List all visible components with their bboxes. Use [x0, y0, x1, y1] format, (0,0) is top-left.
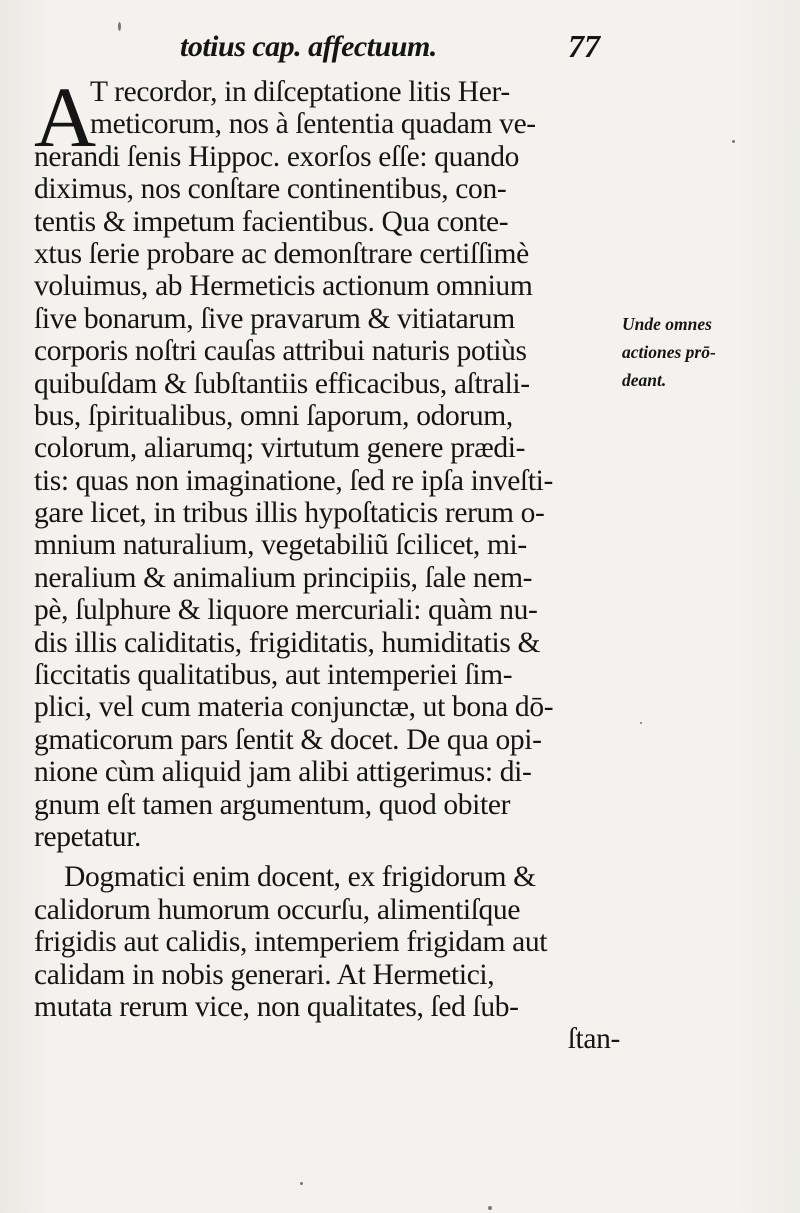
text-line: diximus, nos conſtare continentibus, con-	[34, 173, 507, 206]
marginal-note	[622, 310, 792, 394]
text-line: Dogmatici enim docent, ex frigidorum &	[64, 861, 536, 894]
text-line: calidam in nobis generari. At Hermetici,	[34, 958, 495, 991]
paper-speck	[118, 22, 121, 31]
text-line: frigidis aut calidis, intemperiem frigidam aut	[34, 926, 548, 959]
text-line: mutata rerum vice, non qualitates, ſed ſub-	[34, 990, 519, 1023]
text-line: gmaticorum pars ſentit & docet. De qua opi-	[34, 723, 542, 756]
marginal-note-line: deant.	[622, 370, 667, 390]
text-line: meticorum, nos à ſententia quadam ve-	[90, 108, 536, 141]
text-line: corporis noſtri cauſas attribui naturis potiùs	[34, 335, 527, 368]
main-text	[34, 69, 620, 1056]
text-line: plici, vel cum materia conjunctæ, ut bona dō-	[34, 691, 554, 724]
text-line: pè, ſulphure & liquore mercuriali: quàm nu-	[34, 594, 538, 627]
running-title: totius cap. affectuum.	[180, 30, 437, 63]
text-line: mnium naturalium, vegetabiliũ ſcilicet, mi-	[34, 529, 527, 562]
text-line: ſiccitatis qualitatibus, aut intemperiei ſim-	[34, 659, 513, 692]
text-line: calidorum humorum occurſu, alimentiſque	[34, 893, 521, 926]
marginal-note-line: actiones prō-	[622, 342, 716, 362]
text-line: nerandi ſenis Hippoc. exorſos eſſe: quando	[34, 140, 520, 173]
paper-speck	[732, 140, 735, 143]
marginal-note-line: Unde omnes	[622, 314, 712, 334]
text-line: ſive bonarum, ſive pravarum & vitiatarum	[34, 302, 515, 335]
text-line: gnum eſt tamen argumentum, quod obiter	[34, 788, 511, 821]
text-line: tentis & impetum facientibus. Qua conte-	[34, 205, 509, 238]
page-number: 77	[568, 28, 600, 64]
text-line: bus, ſpiritualibus, omni ſaporum, odorum,	[34, 399, 513, 432]
text-line: T recordor, in diſceptatione litis Her-	[90, 76, 510, 108]
text-line: voluimus, ab Hermeticis actionum omnium	[34, 270, 533, 303]
text-line: tis: quas non imaginatione, ſed re ipſa inveſti-	[34, 464, 553, 497]
text-line: colorum, aliarumq; virtutum genere prædi-	[34, 432, 526, 465]
running-head	[180, 26, 620, 66]
text-line: repetatur.	[34, 820, 142, 853]
drop-capital: A	[34, 69, 96, 165]
catchword: ſtan-	[567, 1023, 620, 1056]
text-line: nione cùm aliquid jam alibi attigerimus: di-	[34, 756, 532, 789]
paper-speck	[640, 722, 642, 724]
text-line: xtus ſerie probare ac demonſtrare certiſſimè	[34, 237, 529, 270]
paragraph-gap	[34, 853, 620, 861]
text-line: neralium & animalium principiis, ſale nem-	[34, 561, 533, 594]
text-line: quibuſdam & ſubſtantiis efficacibus, aſtrali-	[34, 367, 530, 400]
paper-speck	[488, 1206, 492, 1210]
paper-speck	[300, 1182, 303, 1185]
text-line: dis illis caliditatis, frigiditatis, humiditatis &	[34, 626, 541, 659]
text-line: gare licet, in tribus illis hypoſtaticis rerum o-	[34, 497, 545, 530]
